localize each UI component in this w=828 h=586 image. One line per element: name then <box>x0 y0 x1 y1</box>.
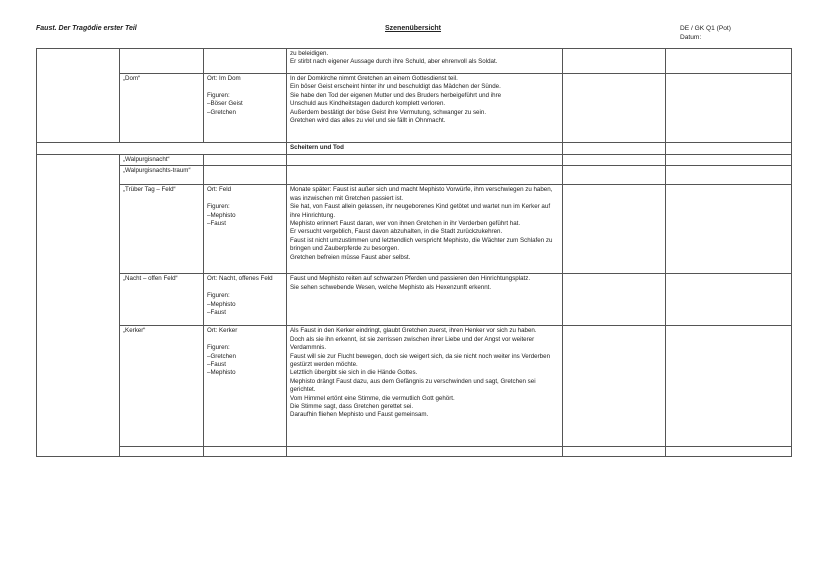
section-row <box>37 143 792 155</box>
scene-table <box>36 48 792 457</box>
content-line: Die Stimme sagt, dass Gretchen gerettet sei. <box>290 403 414 411</box>
scene-content <box>287 185 563 274</box>
scene-content <box>287 274 563 326</box>
notes-cell <box>563 274 666 326</box>
table-row <box>37 274 792 326</box>
place-line: –Faust <box>207 309 226 317</box>
content-line: Faust ist nicht umzustimmen und letztendlich verspricht Mephisto, die Wächter zum Schlafen zu bringen und Zauberpferde zu besorgen. <box>290 236 553 253</box>
scene-name: „Kerker“ <box>120 326 204 447</box>
place-figures <box>204 185 287 274</box>
place-line: –Mephisto <box>207 369 236 377</box>
scene-name: „Walpurgisnacht“ <box>120 155 204 166</box>
notes-cell <box>666 274 792 326</box>
document-title: Faust. Der Tragödie erster Teil <box>36 25 137 32</box>
content-line: Sie habe den Tod der eigenen Mutter und des Bruders herbeigeführt und ihre <box>290 91 502 99</box>
content-line: Er stirbt nach eigener Aussage durch ihre Schuld, aber ehrenvoll als Soldat. <box>290 58 498 66</box>
notes-cell <box>666 326 792 447</box>
content-line: Mephisto erinnert Faust daran, wer von ihnen Gretchen in ihr Verderben geführt hat. <box>290 220 521 228</box>
table-row <box>37 166 792 185</box>
table-row <box>37 185 792 274</box>
content-line: Ein böser Geist erscheint hinter ihr und beschuldigt das Mädchen der Sünde. <box>290 83 501 91</box>
place-line: Ort: Im Dom <box>207 75 241 82</box>
place-line: Figuren: <box>207 292 230 300</box>
place-figures <box>204 166 287 185</box>
place-figures <box>204 74 287 143</box>
place-figures <box>204 326 287 447</box>
place-line: Figuren: <box>207 203 230 211</box>
place-line: –Mephisto <box>207 300 236 308</box>
table-row <box>37 447 792 457</box>
content-line: Als Faust in den Kerker eindringt, glaubt Gretchen zuerst, ihren Henker vor sich zu haben. <box>290 327 537 335</box>
place-line <box>207 284 283 292</box>
place-line: –Mephisto <box>207 211 236 219</box>
place-line: Figuren: <box>207 344 230 352</box>
scene-name <box>120 49 204 74</box>
table-row <box>37 74 792 143</box>
place-figures <box>204 49 287 74</box>
notes-cell <box>666 49 792 74</box>
content-line: Gretchen befreien müsse Faust aber selbst. <box>290 253 411 261</box>
content-line: Sie sehen schwebende Wesen, welche Mephisto als Hexenzunft erkennt. <box>290 283 492 291</box>
content-line: Vom Himmel ertönt eine Stimme, die vermutlich Gott gehört. <box>290 394 455 402</box>
place-line: –Böser Geist <box>207 100 243 108</box>
place-line <box>207 195 283 203</box>
notes-cell <box>563 447 666 457</box>
content-line: Gretchen wird das alles zu viel und sie fällt in Ohnmacht. <box>290 117 446 125</box>
table-row <box>37 49 792 74</box>
course-info <box>680 25 731 42</box>
table-row <box>37 326 792 447</box>
scene-content <box>287 166 563 185</box>
notes-cell <box>563 74 666 143</box>
place-line: –Gretchen <box>207 352 236 360</box>
group-cell <box>37 155 120 457</box>
notes-cell <box>563 326 666 447</box>
notes-cell <box>563 185 666 274</box>
notes-cell <box>666 447 792 457</box>
place-line: Ort: Kerker <box>207 327 238 335</box>
scene-name: „Nacht – offen Feld“ <box>120 274 204 326</box>
scene-content <box>287 447 563 457</box>
date-label: Datum: <box>680 33 702 41</box>
place-line: –Gretchen <box>207 108 236 116</box>
content-line: zu beleidigen. <box>290 50 329 57</box>
scene-name: „Dom“ <box>120 74 204 143</box>
scene-name: „Walpurgisnachts-traum“ <box>120 166 204 185</box>
scene-name: „Trüber Tag – Feld“ <box>120 185 204 274</box>
place-figures <box>204 447 287 457</box>
group-cell <box>37 49 120 143</box>
content-line: Doch als sie ihn erkennt, ist sie zerrissen zwischen ihrer Liebe und der Angst vor weiterer Verdammnis. <box>290 335 535 352</box>
place-line <box>207 83 283 91</box>
notes-cell <box>666 74 792 143</box>
content-line: Daraufhin fliehen Mephisto und Faust gemeinsam. <box>290 411 429 419</box>
place-line: Figuren: <box>207 91 230 99</box>
content-line: Unschuld aus Kindheitstagen dadurch komplett verloren. <box>290 100 446 108</box>
scene-content <box>287 155 563 166</box>
content-line: Sie hat, von Faust allein gelassen, ihr neugeborenes Kind getötet und wartet nun im Kerker auf ihre Hinrichtung. <box>290 203 551 219</box>
scene-content <box>287 74 563 143</box>
course-label: DE / GK Q1 (Pot) <box>680 25 731 32</box>
notes-cell <box>666 155 792 166</box>
notes-cell <box>666 185 792 274</box>
notes-cell <box>666 166 792 185</box>
content-line: Monate später: Faust ist außer sich und macht Mephisto Vorwürfe, ihm verschwiegen zu haben, was inzwischen mit Gretchen passiert ist. <box>290 186 553 202</box>
place-line <box>207 336 283 344</box>
content-line: Faust und Mephisto reiten auf schwarzen Pferden und passieren den Hinrichtungsplatz. <box>290 275 531 283</box>
section-title: Scheitern und Tod <box>287 143 563 155</box>
place-figures <box>204 274 287 326</box>
notes-cell <box>563 155 666 166</box>
notes-cell <box>563 49 666 74</box>
content-line: Er versucht vergeblich, Faust davon abzuhalten, in die Stadt zurückzukehren. <box>290 228 503 236</box>
scene-content <box>287 326 563 447</box>
page-heading: Szenenübersicht <box>385 25 442 32</box>
notes-cell <box>563 166 666 185</box>
place-line: –Faust <box>207 361 226 369</box>
content-line: Letztlich übergibt sie sich in die Hände Gottes. <box>290 369 418 377</box>
scene-content <box>287 49 563 74</box>
content-line: Außerdem bestätigt der böse Geist ihre Vermutung, schwanger zu sein. <box>290 108 487 116</box>
table-row <box>37 155 792 166</box>
place-line: –Faust <box>207 220 226 228</box>
place-figures <box>204 155 287 166</box>
content-line: Faust will sie zur Flucht bewegen, doch sie weigert sich, da sie nicht noch weiter ins Verderben gestürzt werden möchte. <box>290 352 551 369</box>
content-line: In der Domkirche nimmt Gretchen an einem Gottesdienst teil. <box>290 75 458 82</box>
place-line: Ort: Feld <box>207 186 232 194</box>
place-line: Ort: Nacht, offenes Feld <box>207 275 273 283</box>
content-line: Mephisto drängt Faust dazu, aus dem Gefängnis zu verschwinden und sagt, Gretchen sei gerichtet. <box>290 377 536 394</box>
scene-name <box>120 447 204 457</box>
